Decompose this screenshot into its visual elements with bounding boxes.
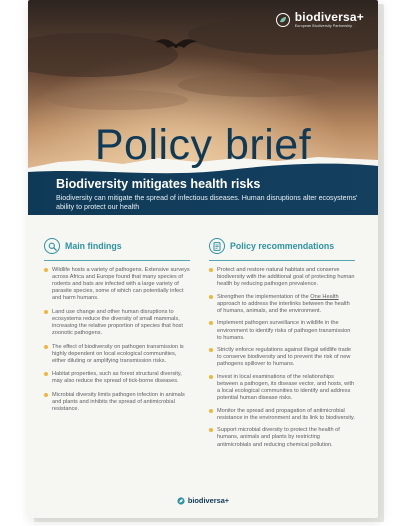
policy-recommendations-section	[209, 237, 355, 454]
bullet-dot	[209, 268, 213, 272]
bullet-dot	[44, 268, 48, 272]
bullet-dot	[209, 348, 213, 352]
list-item: Microbial diversity limits pathogen infection in animals and plants and inhibits the spread of antimicrobial resistance.	[44, 392, 190, 413]
brief-intro: Biodiversity can mitigate the spread of infectious diseases. Human disruptions alter ecosystems' ability to protect our health	[56, 194, 358, 211]
bullet-dot	[209, 295, 213, 299]
section-divider	[44, 260, 190, 261]
list-item: Implement pathogen surveillance in wildlife in the environment to identify risks of pathogen transmission to humans.	[209, 320, 355, 341]
list-item: Strictly enforce regulations against illegal wildlife trade to conserve biodiversity and to prevent the risk of new pathogens spillover to humans.	[209, 347, 355, 368]
section-divider	[209, 260, 355, 261]
list-item: Support microbial diversity to protect the health of humans, animals and plants by restricting antimicrobials and reducing chemical pollution.	[209, 427, 355, 448]
findings-list	[44, 267, 190, 413]
footer-brand: biodiversa+	[187, 496, 230, 505]
list-item: Monitor the spread and propagation of antimicrobial resistance in the environment and its link to biodiversity.	[209, 408, 355, 422]
list-item: Protect and restore natural habitats and conserve biodiversity with the additional goal of protecting human health by reducing pathogen prevalence.	[209, 267, 355, 288]
footer-logo	[28, 496, 378, 505]
policy-recommendations-title: Policy recommendations	[230, 241, 335, 251]
brief-subtitle: Biodiversity mitigates health risks	[56, 177, 261, 191]
biodiversa-logo	[276, 11, 364, 29]
policy-brief-page	[28, 0, 378, 518]
bullet-dot	[209, 409, 213, 413]
biodiversa-leaf-icon	[177, 497, 185, 505]
logo-name: biodiversa+	[294, 10, 364, 24]
bullet-dot	[209, 375, 213, 379]
list-item: The effect of biodiversity on pathogen transmission is highly dependent on local ecological communities, either diluting or amplifying transmission risks.	[44, 344, 190, 365]
bullet-dot	[44, 393, 48, 397]
magnifier-icon	[44, 238, 60, 254]
list-item: Invest in local examinations of the relationships between a pathogen, its disease vector, and hosts, with a local ecological communities to identify and address potential human disease risks.	[209, 374, 355, 402]
document-icon	[209, 238, 225, 254]
bullet-dot	[209, 428, 213, 432]
main-findings-title: Main findings	[65, 241, 122, 251]
bullet-dot	[44, 345, 48, 349]
main-findings-header	[44, 237, 190, 255]
bullet-dot	[209, 321, 213, 325]
bullet-dot	[44, 372, 48, 376]
recommendations-list	[209, 267, 355, 449]
list-item: Wildlife hosts a variety of pathogens. Extensive surveys across Africa and Europe found that many species of rodents and bats are infected with a large variety of parasite species, some of which can potentially infect and harm humans.	[44, 267, 190, 302]
bullet-dot	[44, 310, 48, 314]
page-title: Policy brief	[94, 121, 312, 169]
main-findings-section	[44, 237, 190, 420]
biodiversa-leaf-icon	[276, 13, 290, 27]
logo-tagline: European Biodiversity Partnership	[294, 24, 353, 28]
one-health-link[interactable]: One Health	[310, 293, 339, 300]
list-item: Strengthen the implementation of the One Health approach to address the interlinks between the health of humans, animals, and the environment.	[209, 294, 355, 315]
list-item: Land use change and other human disruptions to ecosystems reduce the diversity of small mammals, increasing the relative proportion of species that host zoonotic pathogens.	[44, 309, 190, 337]
list-item: Habitat properties, such as forest structural diversity, may also reduce the spread of tick-borne diseases.	[44, 371, 190, 385]
policy-recommendations-header	[209, 237, 355, 255]
